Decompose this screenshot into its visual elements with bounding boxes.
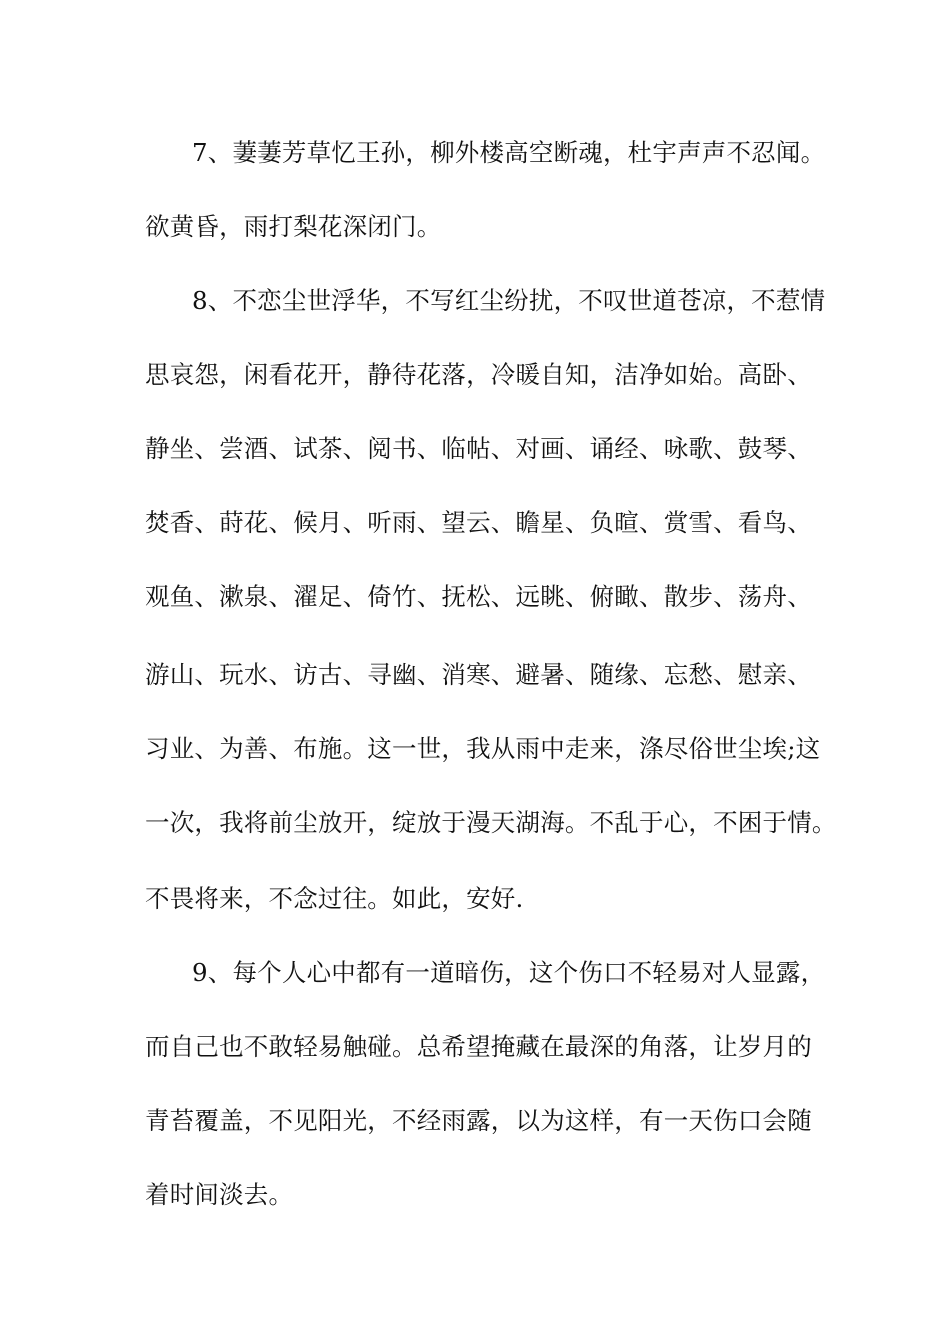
paragraph-8-line-8: 一次，我将前尘放开，绽放于漫天湖海。不乱于心，不困于情。 <box>145 808 837 837</box>
paragraph-8-line-3: 静坐、尝酒、试茶、阅书、临帖、对画、诵经、咏歌、鼓琴、 <box>145 434 812 463</box>
paragraph-8-line-2: 思哀怨，闲看花开，静待花落，冷暖自知，洁净如始。高卧、 <box>145 360 812 389</box>
paragraph-8-line-7: 习业、为善、布施。这一世，我从雨中走来，涤尽俗世尘埃;这 <box>145 734 821 763</box>
paragraph-8-line-5: 观鱼、漱泉、濯足、倚竹、抚松、远眺、俯瞰、散步、荡舟、 <box>145 582 812 611</box>
paragraph-9-line-3: 青苔覆盖，不见阳光，不经雨露，以为这样，有一天伤口会随 <box>145 1106 812 1135</box>
paragraph-8-line-6: 游山、玩水、访古、寻幽、消寒、避暑、随缘、忘愁、慰亲、 <box>145 660 812 689</box>
paragraph-9-line-2: 而自己也不敢轻易触碰。总希望掩藏在最深的角落，让岁月的 <box>145 1032 812 1061</box>
paragraph-8-line-4: 焚香、莳花、候月、听雨、望云、瞻星、负暄、赏雪、看鸟、 <box>145 508 812 537</box>
paragraph-7-line-1: 7、萋萋芳草忆王孙，柳外楼高空断魂，杜宇声声不忍闻。 <box>192 138 826 167</box>
paragraph-8-line-9: 不畏将来，不念过往。如此，安好. <box>145 884 524 913</box>
paragraph-9-line-4: 着时间淡去。 <box>145 1180 294 1209</box>
paragraph-7-line-2: 欲黄昏，雨打梨花深闭门。 <box>145 212 442 241</box>
paragraph-9-line-1: 9、每个人心中都有一道暗伤，这个伤口不轻易对人显露， <box>192 958 826 987</box>
paragraph-8-line-1: 8、不恋尘世浮华，不写红尘纷扰，不叹世道苍凉，不惹情 <box>192 286 826 315</box>
